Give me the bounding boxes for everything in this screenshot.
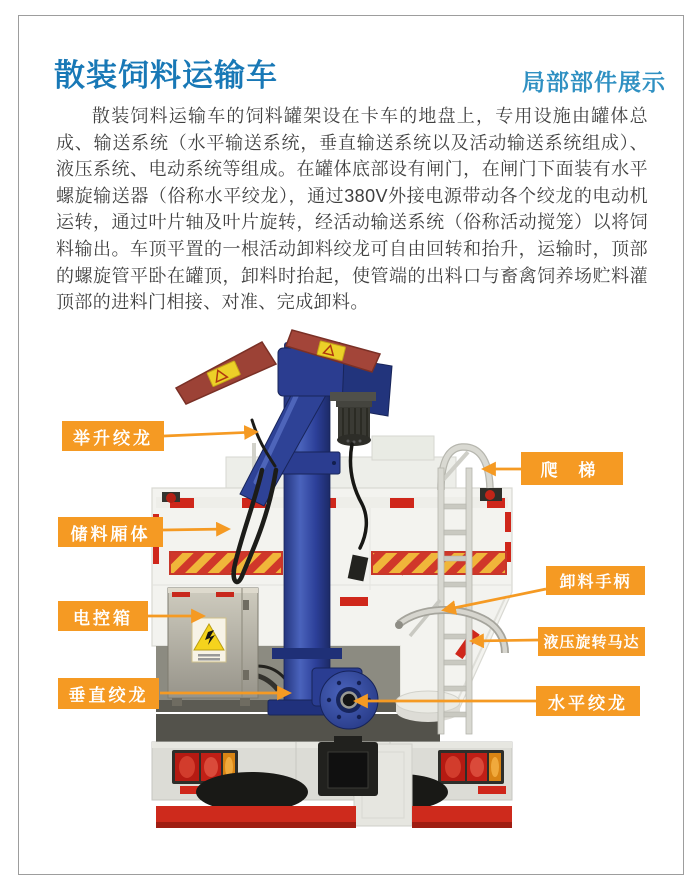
callout-label-hydraulic-rotary-motor: 液压旋转马达	[538, 627, 645, 656]
callout-label-horizontal-auger: 水平绞龙	[536, 686, 640, 716]
callout-label-ladder: 爬 梯	[521, 452, 623, 485]
lift-arm-left	[176, 342, 276, 404]
page-subtitle: 局部部件展示	[522, 69, 666, 95]
callout-label-storage-body: 储料厢体	[58, 517, 163, 547]
warning-sticker	[192, 618, 226, 662]
license-plate-mount	[318, 736, 378, 796]
callout-line-hydraulic-rotary-motor	[472, 640, 538, 641]
callout-label-lifting-auger: 举升绞龙	[62, 421, 164, 451]
mud-flap-right	[412, 806, 512, 828]
tail-light-right	[438, 750, 504, 784]
drive-motor	[330, 392, 376, 446]
hazard-panel-left	[170, 552, 282, 574]
hopper-dome	[396, 691, 460, 722]
callout-line-lifting-auger	[164, 432, 256, 436]
callout-label-vertical-auger: 垂直绞龙	[58, 678, 159, 709]
callout-label-electric-control-box: 电控箱	[58, 601, 148, 631]
page-title: 散装饲料运输车	[54, 58, 278, 93]
marker-lamp-left	[162, 492, 180, 503]
callout-label-unloading-handle: 卸料手柄	[546, 566, 645, 595]
electric-control-box	[168, 588, 258, 706]
mud-flap-left	[156, 806, 356, 828]
description-paragraph: 散装饲料运输车的饲料罐架设在卡车的地盘上，专用设施由罐体总成、输送系统（水平输送系统，垂直输送系统以及活动输送系统组成）、液压系统、电动系统等组成。在罐体底部设有闸门，在闸门下面装有水平螺旋输送器（俗称水平绞龙），通过380V外接电源带动各个绞龙的电动机运转，通过叶片轴及叶片旋转，经活动输送系统（俗称活动搅笼）以将饲料输出。车顶平置的一根活动卸料绞龙可自由回转和抬升，运输时，顶部的螺旋管平卧在罐顶，卸料时抬起，使管端的出料口与畜禽饲养场贮料灌顶部的进料门相接、对准、完成卸料。	[56, 106, 648, 313]
callout-line-storage-body	[163, 529, 228, 530]
marker-lamp-right	[480, 488, 502, 501]
